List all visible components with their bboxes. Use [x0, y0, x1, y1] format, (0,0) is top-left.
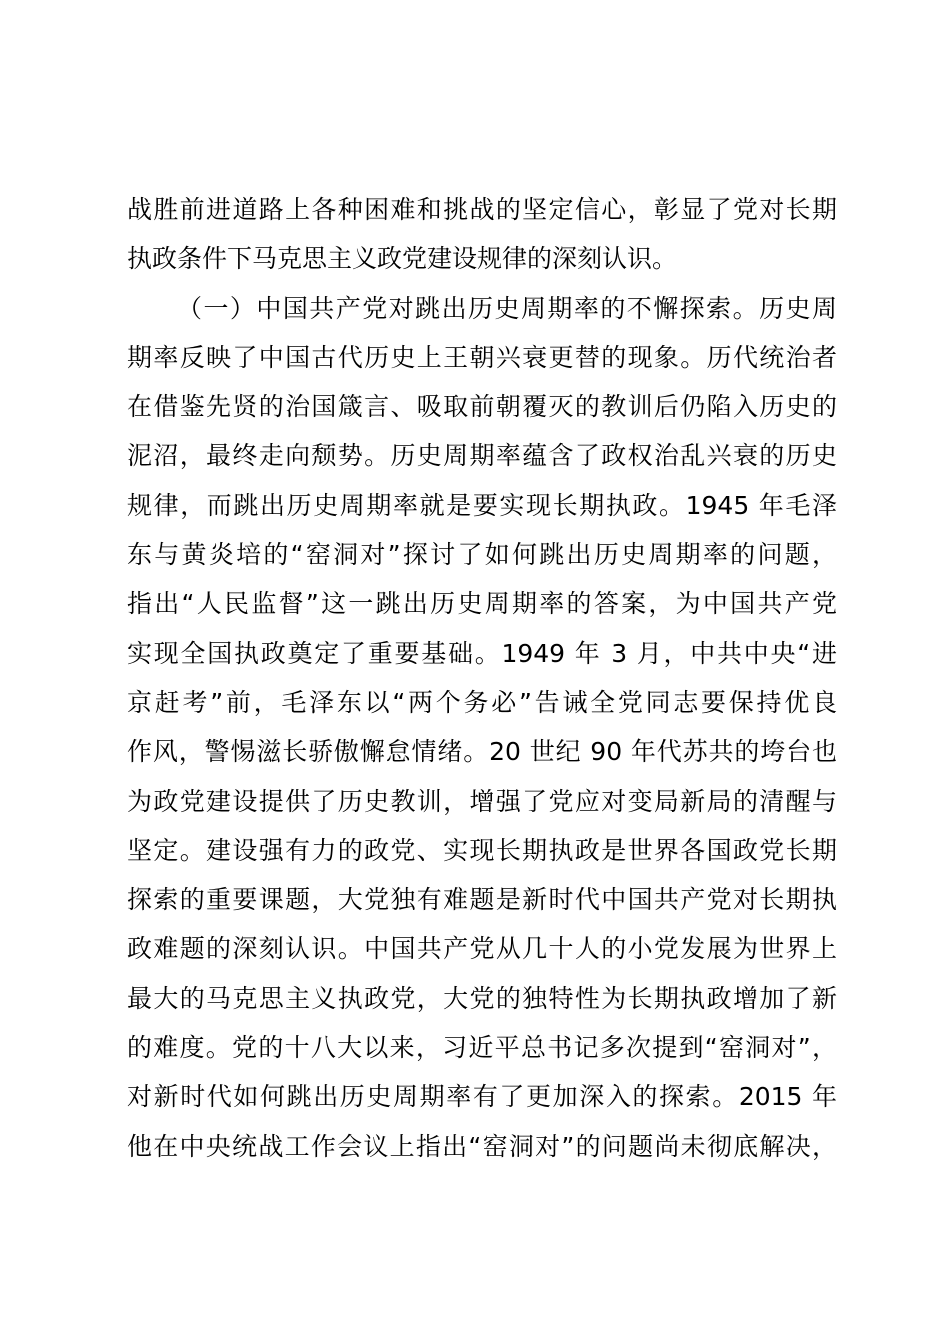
text-line: 期率反映了中国古代历史上王朝兴衰更替的现象。历代统治者	[127, 342, 837, 372]
text-line: 东与黄炎培的“窑洞对”探讨了如何跳出历史周期率的问题，	[127, 540, 837, 570]
text-line: 执政条件下马克思主义政党建设规律的深刻认识。	[127, 244, 678, 274]
text-line: 他在中央统战工作会议上指出“窑洞对”的问题尚未彻底解决，	[127, 1131, 837, 1161]
text-line: 探索的重要课题，大党独有难题是新时代中国共产党对长期执	[127, 885, 837, 915]
text-line: 指出“人民监督”这一跳出历史周期率的答案，为中国共产党	[127, 589, 837, 619]
text-line: 京赶考”前，毛泽东以“两个务必”告诫全党同志要保持优良	[127, 687, 837, 717]
text-line: 的难度。党的十八大以来，习近平总书记多次提到“窑洞对”，	[127, 1033, 837, 1063]
body-text	[127, 185, 837, 1171]
text-line: 对新时代如何跳出历史周期率有了更加深入的探索。2015 年	[127, 1082, 837, 1112]
text-line: 实现全国执政奠定了重要基础。1949 年 3 月，中共中央“进	[127, 638, 837, 668]
paragraph-heading-line: （一）中国共产党对跳出历史周期率的不懈探索。历史周	[177, 293, 837, 323]
text-line: 作风，警惕滋长骄傲懈怠情绪。20 世纪 90 年代苏共的垮台也	[127, 737, 837, 767]
text-line: 泥沼，最终走向颓势。历史周期率蕴含了政权治乱兴衰的历史	[127, 441, 837, 471]
text-line: 坚定。建设强有力的政党、实现长期执政是世界各国政党长期	[127, 835, 837, 865]
text-line: 为政党建设提供了历史教训，增强了党应对变局新局的清醒与	[127, 786, 837, 816]
text-line: 战胜前进道路上各种困难和挑战的坚定信心，彰显了党对长期	[127, 195, 837, 224]
text-line: 最大的马克思主义执政党，大党的独特性为长期执政增加了新	[127, 983, 837, 1013]
text-line: 政难题的深刻认识。中国共产党从几十人的小党发展为世界上	[127, 934, 837, 964]
text-line: 在借鉴先贤的治国箴言、吸取前朝覆灭的教训后仍陷入历史的	[127, 392, 837, 422]
text-line: 规律，而跳出历史周期率就是要实现长期执政。1945 年毛泽	[127, 490, 837, 520]
